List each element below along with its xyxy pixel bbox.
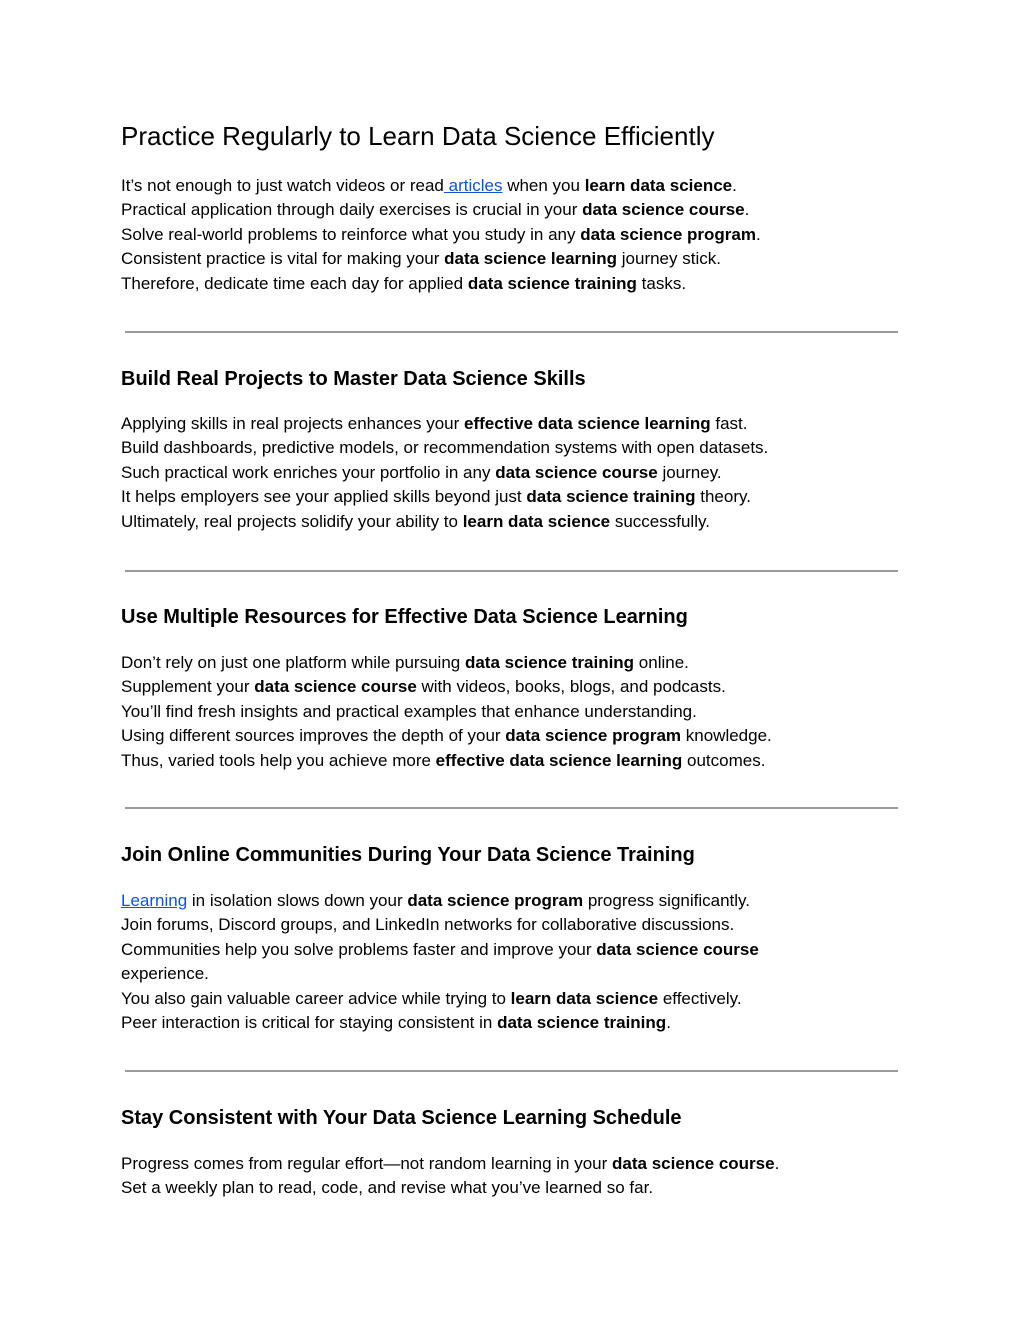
paragraph-line bbox=[121, 749, 911, 773]
section-heading: Stay Consistent with Your Data Science Learning Schedule bbox=[121, 1107, 682, 1129]
paragraph-line bbox=[121, 510, 911, 534]
paragraph-line bbox=[121, 1011, 911, 1035]
bold-keyword: data science training bbox=[526, 487, 696, 507]
text-run: Set a weekly plan to read, code, and revise what you’ve learned so far. bbox=[121, 1178, 654, 1198]
text-run: Don’t rely on just one platform while pursuing bbox=[121, 653, 465, 672]
horizontal-divider bbox=[125, 807, 898, 809]
paragraph-line bbox=[121, 1152, 911, 1176]
bold-keyword: data science course bbox=[254, 677, 417, 697]
paragraph-line bbox=[121, 412, 911, 436]
paragraph-line bbox=[121, 987, 911, 1011]
text-run: with videos, books, blogs, and podcasts. bbox=[416, 677, 726, 697]
horizontal-divider bbox=[125, 570, 898, 572]
bold-keyword: data science course bbox=[582, 200, 745, 220]
section-heading: Join Online Communities During Your Data Science Training bbox=[121, 844, 695, 866]
text-run: Thus, varied tools help you achieve more bbox=[121, 750, 436, 770]
text-run: Peer interaction is critical for staying consistent in bbox=[121, 1013, 498, 1033]
bold-keyword: learn data science bbox=[462, 511, 611, 531]
bold-keyword: data science training bbox=[497, 1013, 667, 1033]
text-run: Progress comes from regular effort—not random learning in your bbox=[121, 1154, 613, 1173]
paragraph-line bbox=[121, 938, 911, 962]
paragraph-line bbox=[121, 436, 911, 460]
paragraph-line bbox=[121, 174, 911, 198]
bold-keyword: data science course bbox=[596, 939, 759, 959]
text-run: when you bbox=[502, 176, 585, 195]
text-run: . bbox=[774, 1154, 780, 1173]
horizontal-divider bbox=[125, 1070, 898, 1072]
section-heading: Use Multiple Resources for Effective Data Science Learning bbox=[121, 606, 688, 628]
text-run: . bbox=[732, 176, 737, 195]
text-run: It helps employers see your applied skills beyond just bbox=[121, 487, 527, 507]
paragraph-line bbox=[121, 700, 911, 724]
text-run: Communities help you solve problems faster and improve your bbox=[121, 939, 597, 959]
text-run: You also gain valuable career advice while trying to bbox=[121, 988, 511, 1008]
horizontal-divider bbox=[125, 331, 898, 333]
bold-keyword: data science training bbox=[467, 273, 637, 293]
text-run: Such practical work enriches your portfolio in any bbox=[121, 462, 496, 482]
bold-keyword: effective data science learning bbox=[435, 750, 683, 770]
paragraph-line bbox=[121, 913, 911, 937]
paragraph-line bbox=[121, 675, 911, 699]
section-paragraph bbox=[121, 1152, 911, 1201]
text-run: It’s not enough to just watch videos or read bbox=[121, 176, 444, 195]
text-run: Ultimately, real projects solidify your ability to bbox=[121, 511, 463, 531]
inline-link[interactable]: Learning bbox=[121, 891, 188, 910]
bold-keyword: data science program bbox=[407, 891, 584, 910]
text-run: Practical application through daily exercises is crucial in your bbox=[121, 200, 583, 220]
text-run: knowledge. bbox=[681, 726, 772, 746]
section-paragraph bbox=[121, 412, 911, 534]
text-run: tasks. bbox=[636, 273, 687, 293]
text-run: experience. bbox=[121, 964, 209, 984]
paragraph-line bbox=[121, 962, 911, 986]
text-run: . bbox=[666, 1013, 671, 1033]
text-run: Join forums, Discord groups, and LinkedIn networks for collaborative discussions. bbox=[121, 915, 735, 935]
paragraph-line bbox=[121, 247, 911, 271]
text-run: Consistent practice is vital for making your bbox=[121, 249, 445, 269]
text-run: journey. bbox=[657, 462, 722, 482]
paragraph-line bbox=[121, 651, 911, 675]
bold-keyword: data science course bbox=[612, 1154, 775, 1173]
text-run: in isolation slows down your bbox=[187, 891, 408, 910]
text-run: . bbox=[755, 224, 761, 244]
text-run: Therefore, dedicate time each day for applied bbox=[121, 273, 468, 293]
bold-keyword: effective data science learning bbox=[464, 414, 711, 433]
paragraph-line bbox=[121, 272, 911, 296]
text-run: Solve real-world problems to reinforce what you study in any bbox=[121, 224, 581, 244]
text-run: Using different sources improves the depth of your bbox=[121, 726, 506, 746]
paragraph-line bbox=[121, 485, 911, 509]
bold-keyword: data science learning bbox=[444, 249, 618, 269]
paragraph-line bbox=[121, 198, 911, 222]
paragraph-line bbox=[121, 889, 911, 913]
text-run: Supplement your bbox=[121, 677, 255, 697]
bold-keyword: data science training bbox=[464, 653, 635, 672]
section-paragraph bbox=[121, 889, 911, 1035]
inline-link[interactable]: articles bbox=[443, 176, 503, 195]
paragraph-line bbox=[121, 461, 911, 485]
text-run: outcomes. bbox=[682, 750, 766, 770]
bold-keyword: learn data science bbox=[584, 176, 733, 195]
text-run: Applying skills in real projects enhances your bbox=[121, 414, 465, 433]
bold-keyword: learn data science bbox=[510, 988, 659, 1008]
text-run: You’ll find fresh insights and practical examples that enhance understanding. bbox=[121, 701, 697, 721]
section-heading: Build Real Projects to Master Data Science Skills bbox=[121, 368, 586, 390]
text-run: theory. bbox=[695, 487, 751, 507]
paragraph-line bbox=[121, 223, 911, 247]
text-run: fast. bbox=[710, 414, 748, 433]
text-run: Build dashboards, predictive models, or recommendation systems with open datasets. bbox=[121, 438, 769, 458]
bold-keyword: data science program bbox=[580, 224, 756, 244]
bold-keyword: data science program bbox=[505, 726, 682, 746]
section-title: Practice Regularly to Learn Data Science Efficiently bbox=[121, 121, 715, 151]
section-paragraph bbox=[121, 174, 911, 296]
paragraph-line bbox=[121, 1176, 911, 1200]
bold-keyword: data science course bbox=[495, 462, 658, 482]
text-run: effectively. bbox=[658, 988, 742, 1008]
text-run: progress significantly. bbox=[583, 891, 751, 910]
section-paragraph bbox=[121, 651, 911, 773]
text-run: . bbox=[744, 200, 750, 220]
text-run: online. bbox=[634, 653, 689, 672]
text-run: successfully. bbox=[610, 511, 710, 531]
text-run: journey stick. bbox=[617, 249, 721, 269]
paragraph-line bbox=[121, 724, 911, 748]
